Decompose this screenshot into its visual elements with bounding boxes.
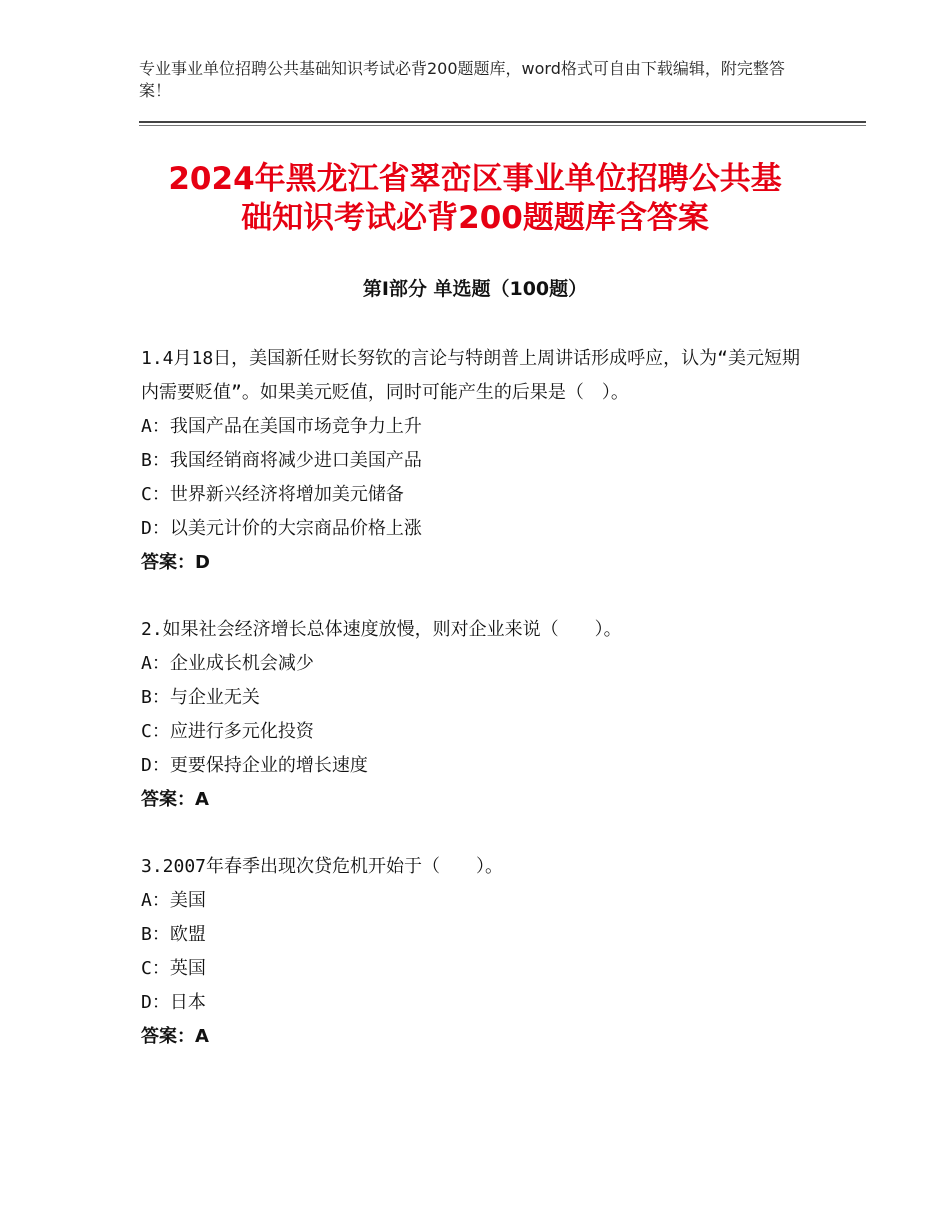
question-1 — [141, 342, 811, 580]
question-stem: 2.如果社会经济增长总体速度放慢，则对企业来说（ ）。 — [141, 619, 622, 640]
header-divider — [139, 121, 866, 123]
option-b: B：欧盟 — [141, 924, 206, 945]
option-c: C：英国 — [141, 958, 206, 979]
question-2 — [141, 613, 811, 817]
answer: 答案：A — [141, 789, 209, 810]
option-a: A：我国产品在美国市场竞争力上升 — [141, 416, 422, 437]
question-stem: 3.2007年春季出现次贷危机开始于（ ）。 — [141, 856, 504, 877]
option-b: B：我国经销商将减少进口美国产品 — [141, 450, 422, 471]
option-a: A：美国 — [141, 890, 206, 911]
option-c: C：世界新兴经济将增加美元储备 — [141, 484, 404, 505]
option-c: C：应进行多元化投资 — [141, 721, 314, 742]
title-line-1: 2024年黑龙江省翠峦区事业单位招聘公共基 — [168, 161, 782, 197]
answer: 答案：A — [141, 1026, 209, 1047]
document-title — [100, 160, 850, 238]
option-d: D：日本 — [141, 992, 206, 1013]
option-b: B：与企业无关 — [141, 687, 260, 708]
header-divider-thin — [139, 125, 866, 126]
section-title: 第Ⅰ部分 单选题（100题） — [362, 278, 588, 300]
option-d: D：更要保持企业的增长速度 — [141, 755, 368, 776]
title-line-2: 础知识考试必背200题题库含答案 — [241, 200, 709, 236]
answer: 答案：D — [141, 552, 210, 573]
option-d: D：以美元计价的大宗商品价格上涨 — [141, 518, 422, 539]
question-3 — [141, 850, 811, 1054]
question-list — [141, 342, 811, 1087]
option-a: A：企业成长机会减少 — [141, 653, 314, 674]
header-note: 专业事业单位招聘公共基础知识考试必背200题题库，word格式可自由下载编辑，附完整答案！ — [139, 59, 785, 100]
question-stem: 1.4月18日，美国新任财长努钦的言论与特朗普上周讲话形成呼应，认为“美元短期内需要贬值”。如果美元贬值，同时可能产生的后果是（ ）。 — [141, 348, 801, 403]
